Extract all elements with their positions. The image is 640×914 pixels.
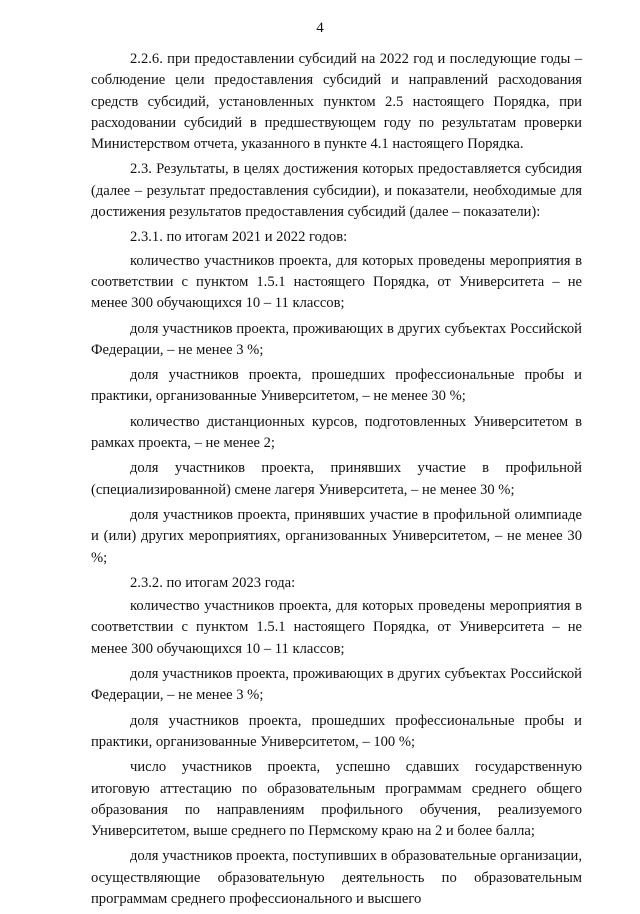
list-item: доля участников проекта, прошедших профессиональные пробы и практики, организованные Университетом, – не менее 30 %; bbox=[91, 367, 582, 405]
list-item: доля участников проекта, принявших участие в профильной олимпиаде и (или) других мероприятиях, организованных Университетом, – не менее 30 %; bbox=[91, 506, 582, 566]
list-item: количество дистанционных курсов, подготовленных Университетом в рамках проекта, – не менее 2; bbox=[91, 413, 582, 452]
list-item: доля участников проекта, проживающих в других субъектах Российской Федерации, – не менее 3 %; bbox=[91, 320, 582, 358]
paragraph-2-3: 2.3. Результаты, в целях достижения которых предоставляется субсидия (далее – результат предоставления субсидии), и показатели, необходимые для достижения результатов предоставления субсидий (далее – показатели): bbox=[91, 161, 582, 221]
subheading-2-3-2: 2.3.2. по итогам 2023 года: bbox=[130, 574, 296, 591]
list-item: количество участников проекта, для которых проведены мероприятия в соответствии с пунктом 1.5.1 настоящего Порядка, от Университета – не менее 300 обучающихся 10 – 11 классов; bbox=[91, 252, 582, 312]
list-item: доля участников проекта, прошедших профессиональные пробы и практики, организованные Университетом, – 100 %; bbox=[91, 712, 582, 750]
list-item: число участников проекта, успешно сдавших государственную итоговую аттестацию по образовательным программам среднего общего образования по направлениям профильного обучения, реализуемого Университетом, выше среднего по Пермскому краю на 2 и более балла; bbox=[91, 759, 582, 840]
page-number: 4 bbox=[316, 20, 324, 36]
list-item: количество участников проекта, для которых проведены мероприятия в соответствии с пунктом 1.5.1 настоящего Порядка, от Университета – не менее 300 обучающихся 10 – 11 классов; bbox=[91, 598, 582, 657]
subheading-2-3-1: 2.3.1. по итогам 2021 и 2022 годов: bbox=[130, 229, 348, 246]
list-item: доля участников проекта, проживающих в других субъектах Российской Федерации, – не менее 3 %; bbox=[91, 666, 582, 704]
document-body bbox=[91, 49, 582, 914]
list-item: доля участников проекта, поступивших в образовательные организации, осуществляющие образовательную деятельность по образовательным программам среднего профессионального и высшего bbox=[91, 848, 582, 907]
paragraph-2-2-6: 2.2.6. при предоставлении субсидий на 2022 год и последующие годы – соблюдение цели предоставления субсидий и направлений расходования средств субсидий, установленных пунктом 2.5 настоящего Порядка, при расходовании субсидий в предшествующем году по результатам проверки Министерством отчета, указанного в пункте 4.1 настоящего Порядка. bbox=[91, 51, 582, 153]
list-item: доля участников проекта, принявших участие в профильной (специализированной) смене лагеря Университета, – не менее 30 %; bbox=[91, 460, 582, 498]
